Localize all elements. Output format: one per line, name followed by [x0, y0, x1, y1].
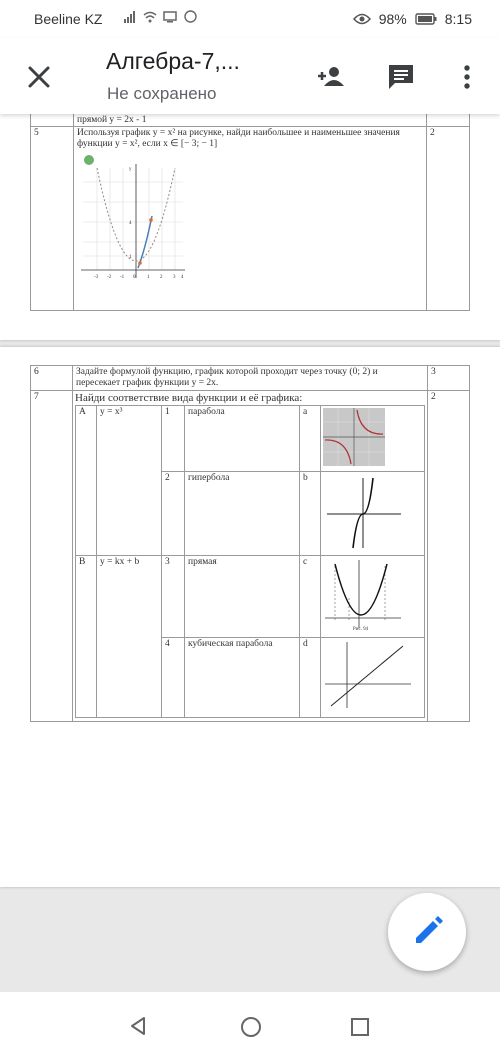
status-bar	[0, 0, 500, 38]
battery-icon	[415, 13, 437, 25]
task6-number: 6	[31, 366, 73, 391]
graph-badge-icon	[84, 155, 94, 165]
fig-caption: Рис. 94	[353, 627, 369, 632]
prev-line-text: прямой y = 2x - 1	[74, 114, 427, 127]
formula-B: y = kx + b	[97, 556, 162, 718]
back-icon[interactable]	[128, 1016, 148, 1036]
x-tick: 4	[181, 275, 184, 280]
formula-A: y = x³	[97, 406, 162, 556]
save-status: Не сохранено	[107, 84, 217, 103]
line-graph	[323, 640, 413, 710]
y-tick-4: 4	[129, 221, 132, 226]
signal-icons	[124, 10, 197, 26]
document-title: Алгебра-7,...	[106, 48, 240, 74]
task7-points: 2	[428, 391, 470, 722]
close-icon[interactable]	[26, 64, 52, 90]
y-label: y	[129, 167, 132, 172]
x-tick: 0	[133, 275, 136, 280]
point-max	[149, 218, 153, 222]
row-num: 1	[162, 406, 185, 472]
screen-icon	[163, 11, 177, 23]
signal-icon	[124, 11, 136, 23]
parabola-graph-c	[323, 558, 403, 632]
carrier-label: Beeline KZ	[34, 11, 103, 27]
graph-c-cell	[321, 556, 425, 638]
graph-d-cell	[321, 638, 425, 718]
cubic-graph	[323, 474, 403, 550]
parabola-graph	[77, 154, 189, 284]
letter-A: A	[76, 406, 97, 556]
eye-icon	[353, 13, 371, 25]
type-hyperbola: гипербола	[185, 472, 300, 556]
task6-text: Задайте формулой функцию, график которой проходит через точку (0; 2) и пересекает график функции y = 2x.	[73, 366, 428, 391]
type-cubic: кубическая парабола	[185, 638, 300, 718]
task5-text: Используя график y = x² на рисунке, найди наибольшее и наименьшее значения функции y = x², если x ∈ [− 3; − 1]	[77, 128, 400, 149]
row-num: 3	[162, 556, 185, 638]
add-person-icon[interactable]	[316, 62, 346, 92]
more-vert-icon[interactable]	[452, 62, 482, 92]
row-num: 4	[162, 638, 185, 718]
recents-icon[interactable]	[350, 1017, 370, 1037]
task5-number: 5	[31, 127, 74, 311]
comment-icon[interactable]	[386, 62, 416, 92]
point-min	[138, 261, 142, 265]
pencil-icon	[388, 893, 466, 971]
task-table-2	[30, 365, 470, 722]
graph-a-cell	[321, 406, 425, 472]
graph-letter-d: d	[300, 638, 321, 718]
x-tick: 1	[147, 275, 150, 280]
x-tick: 3	[173, 275, 176, 280]
status-right	[353, 11, 472, 27]
task7-number: 7	[31, 391, 73, 722]
y-tick-1: 1	[129, 255, 132, 260]
task7-content	[73, 391, 428, 722]
clock: 8:15	[444, 11, 472, 27]
letter-B: B	[76, 556, 97, 718]
type-parabola: парабола	[185, 406, 300, 472]
home-icon[interactable]	[240, 1016, 262, 1038]
document-page-2	[0, 347, 500, 887]
row-num: 2	[162, 472, 185, 556]
x-tick: -1	[120, 275, 125, 280]
type-line: прямая	[185, 556, 300, 638]
graph-letter-a: a	[300, 406, 321, 472]
document-page-1	[0, 100, 500, 340]
graph-b-cell	[321, 472, 425, 556]
task5-points: 2	[427, 127, 470, 311]
task7-text: Найди соответствие вида функции и её графика:	[75, 392, 303, 404]
wifi-icon	[143, 11, 157, 23]
battery-percent: 98%	[378, 11, 407, 27]
task6-points: 3	[428, 366, 470, 391]
edit-button[interactable]	[388, 893, 466, 971]
x-tick: -2	[107, 275, 112, 280]
x-tick: 2	[160, 275, 163, 280]
matching-table	[75, 405, 425, 718]
whatsapp-icon	[184, 10, 197, 23]
hyperbola-graph	[323, 408, 385, 466]
graph-letter-b: b	[300, 472, 321, 556]
task-table-1	[30, 114, 470, 311]
app-bar	[0, 38, 500, 114]
graph-letter-c: c	[300, 556, 321, 638]
x-tick: -3	[94, 275, 99, 280]
system-nav-bar	[0, 992, 500, 1055]
task5-content	[74, 127, 427, 311]
